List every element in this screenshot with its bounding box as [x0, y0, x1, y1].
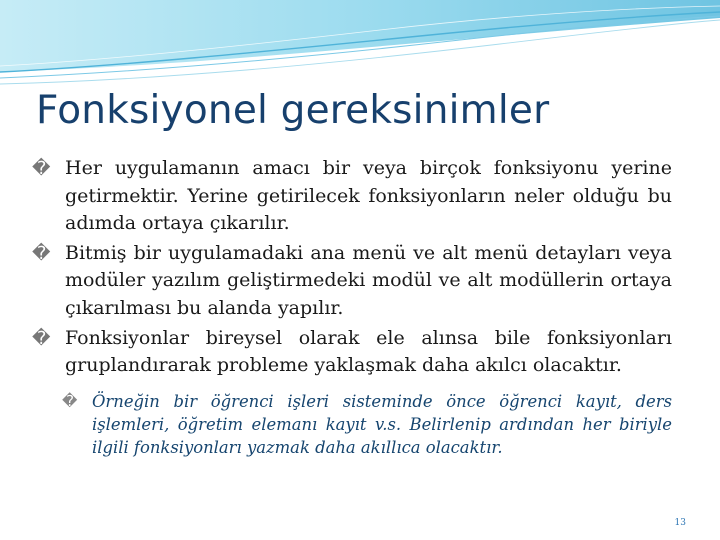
bullet-item — [32, 155, 672, 238]
bullet-item — [32, 240, 672, 323]
bullet-marker-icon: � — [32, 242, 51, 264]
page-number: 13 — [674, 518, 686, 528]
bullet-item — [32, 325, 672, 380]
bullet-marker-icon: � — [32, 158, 51, 179]
slide-title: Fonksiyonel gereksinimler — [36, 88, 550, 133]
sub-bullet-item — [62, 390, 672, 459]
bullet-text: Fonksiyonlar bireysel olarak ele alınsa bile fonksiyonları gruplandırarak probleme yaklaşmak daha akılcı olacaktır. — [65, 326, 672, 377]
bullet-text: Bitmiş bir uygulamadaki ana menü ve alt menü detayları veya modüler yazılım geliştirmedeki modül ve alt modüllerin ortaya çıkarılması bu alanda yapılır. — [65, 241, 672, 319]
header-wave-decoration — [0, 0, 720, 90]
bullet-text: Her uygulamanın amacı bir veya birçok fonksiyonu yerine getirmektir. Yerine getirilecek fonksiyonların neler olduğu bu adımda ortaya çıkarılır. — [65, 157, 672, 235]
bullet-marker-icon: � — [32, 327, 51, 349]
sub-bullet-marker-icon: � — [62, 391, 78, 410]
sub-bullet-text: Örneğin bir öğrenci işleri sisteminde önce öğrenci kayıt, ders işlemleri, öğretim elemanı kayıt v.s. Belirlenip ardından her biriyle ilgili fonksiyonları yazmak daha akıllıca olacaktır. — [92, 391, 672, 457]
slide-body — [32, 155, 672, 459]
